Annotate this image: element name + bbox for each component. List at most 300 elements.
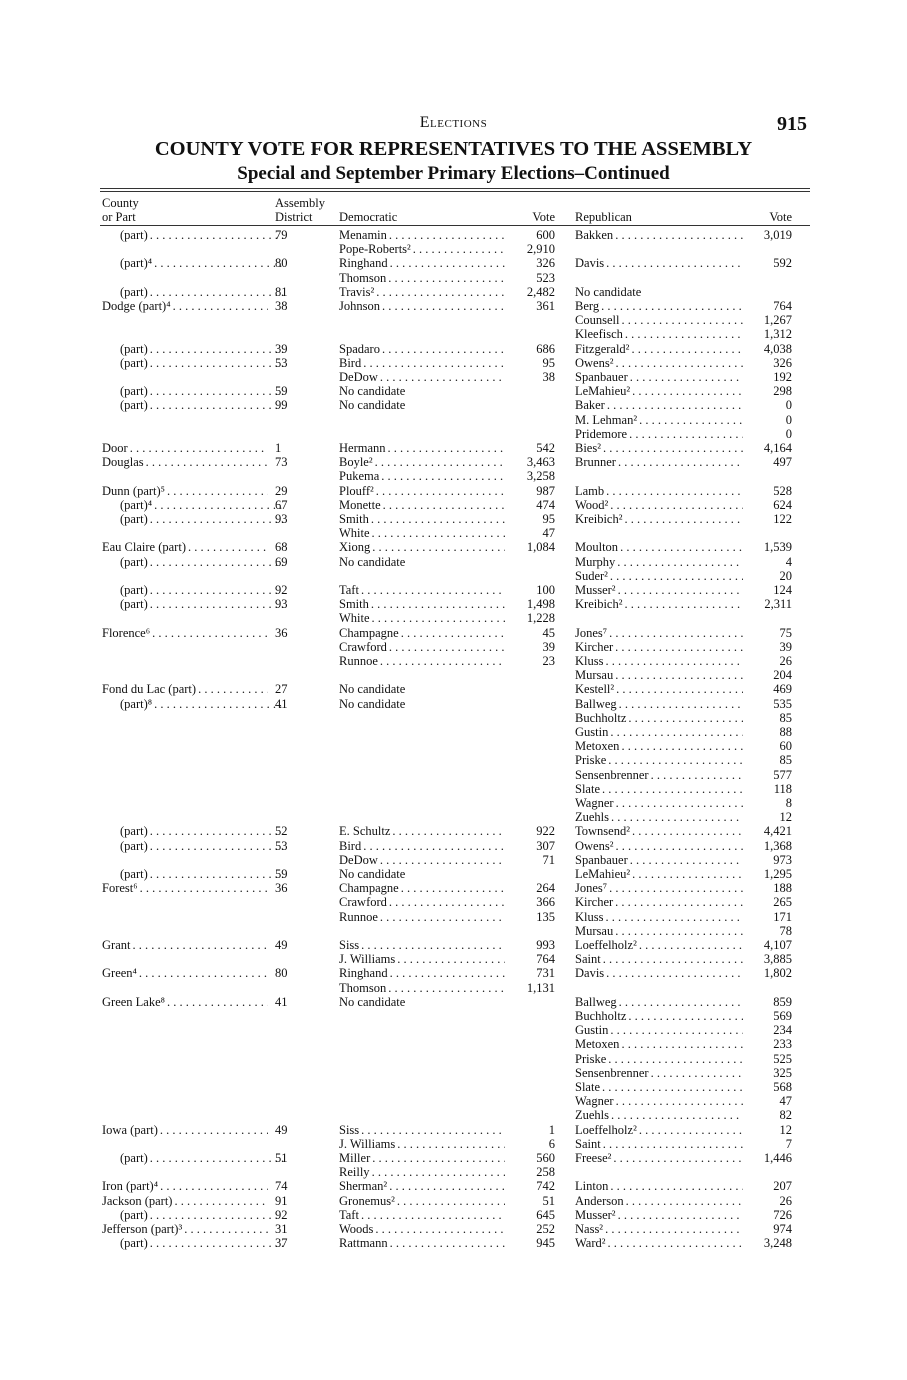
republican-candidate <box>575 768 743 782</box>
democratic-vote: 71 <box>542 852 555 867</box>
democratic-candidate <box>339 583 505 597</box>
county-cell <box>102 881 268 895</box>
democratic-vote: 1 <box>548 1122 555 1137</box>
cell-text: Priske <box>575 1051 607 1066</box>
county-cell <box>102 384 286 398</box>
cell-text: Iron (part)⁴ <box>102 1179 159 1194</box>
table-row <box>0 1179 907 1193</box>
dot-leader <box>154 498 286 512</box>
dot-leader <box>376 484 505 498</box>
cell-text: Gronemus² <box>339 1193 395 1208</box>
table-row <box>0 228 907 242</box>
table-row <box>0 1094 907 1108</box>
cell-text: Jones⁷ <box>575 881 608 896</box>
dot-leader <box>606 256 743 270</box>
cell-text: Buchholtz <box>575 710 627 725</box>
cell-text: Kircher <box>575 895 614 910</box>
cell-text: (part) <box>120 838 148 853</box>
cell-text: Johnson <box>339 299 380 313</box>
table-row <box>0 498 907 512</box>
democratic-vote: 264 <box>536 881 555 896</box>
democratic-candidate: No candidate <box>339 554 406 569</box>
democratic-candidate <box>339 228 505 242</box>
table-row <box>0 640 907 654</box>
county-cell <box>102 512 286 526</box>
republican-vote: 326 <box>773 355 792 370</box>
county-cell <box>102 824 286 838</box>
republican-vote: 497 <box>773 455 792 470</box>
dot-leader <box>618 583 743 597</box>
republican-candidate <box>575 597 743 611</box>
cell-text: Spanbauer <box>575 370 628 384</box>
district-cell: 31 <box>275 1222 288 1236</box>
democratic-candidate <box>339 484 505 498</box>
dot-leader <box>140 881 268 895</box>
rep-vote-header: Vote <box>769 210 792 224</box>
democratic-vote: 993 <box>536 938 555 952</box>
district-cell: 69 <box>275 554 288 569</box>
republican-vote: 192 <box>773 370 792 384</box>
democratic-candidate <box>339 526 505 540</box>
cell-text: Baker <box>575 398 605 413</box>
table-row <box>0 526 907 540</box>
cell-text: White <box>339 611 370 626</box>
cell-text: Townsend² <box>575 824 630 839</box>
dot-leader <box>132 938 268 952</box>
democratic-candidate <box>339 1151 505 1165</box>
dot-leader <box>150 228 286 242</box>
republican-vote: 726 <box>773 1207 792 1222</box>
county-cell <box>102 1179 268 1193</box>
republican-vote: 577 <box>773 767 792 782</box>
cell-text: Ringhand <box>339 256 388 271</box>
table-row <box>0 1222 907 1236</box>
cell-text: Hermann <box>339 441 386 455</box>
dot-leader <box>632 384 743 398</box>
cell-text: (part)⁴ <box>120 256 153 271</box>
republican-candidate <box>575 484 743 498</box>
dot-leader <box>620 540 743 554</box>
democratic-candidate <box>339 1137 505 1151</box>
dot-leader <box>389 895 505 909</box>
cell-text: Bakken <box>575 228 614 242</box>
cell-text: Moulton <box>575 540 619 555</box>
cell-text: Champagne <box>339 625 399 640</box>
county-cell <box>102 1123 268 1137</box>
dot-leader <box>639 413 743 427</box>
cell-text: Taft <box>339 1207 359 1222</box>
table-row <box>0 342 907 356</box>
table-row <box>0 910 907 924</box>
republican-vote: 85 <box>779 710 792 725</box>
republican-vote: 4,107 <box>763 938 792 952</box>
democratic-vote: 560 <box>536 1151 555 1165</box>
table-row <box>0 1194 907 1208</box>
dot-leader <box>619 697 743 711</box>
democratic-candidate <box>339 824 505 838</box>
cell-text: Loeffelholz² <box>575 1122 637 1137</box>
dot-leader <box>609 626 743 640</box>
republican-vote: 26 <box>779 654 792 668</box>
republican-candidate <box>575 1009 743 1023</box>
democratic-vote: 95 <box>542 512 555 526</box>
republican-vote: 122 <box>773 512 792 526</box>
dot-leader <box>616 796 743 810</box>
cell-text: Mursau <box>575 668 614 683</box>
republican-candidate <box>575 427 743 441</box>
header-rule <box>100 225 810 226</box>
cell-text: Eau Claire (part) <box>102 540 186 555</box>
republican-candidate <box>575 583 743 597</box>
table-row <box>0 753 907 767</box>
dot-leader <box>150 597 286 611</box>
republican-candidate <box>575 540 743 554</box>
county-cell <box>102 839 286 853</box>
republican-vote: 8 <box>785 796 792 810</box>
district-cell: 51 <box>275 1151 288 1165</box>
table-row <box>0 313 907 327</box>
cell-text: Owens² <box>575 355 614 370</box>
dot-leader <box>388 981 505 995</box>
cell-text: Grant <box>102 938 131 952</box>
cell-text: Bird <box>339 355 362 370</box>
dot-leader <box>608 1052 743 1066</box>
democratic-candidate <box>339 1222 505 1236</box>
county-cell <box>102 597 286 611</box>
republican-candidate <box>575 384 743 398</box>
dot-leader <box>380 910 505 924</box>
cell-text: Green⁴ <box>102 966 137 981</box>
democratic-candidate <box>339 1208 505 1222</box>
republican-vote: 39 <box>779 639 792 654</box>
cell-text: Ringhand <box>339 966 388 981</box>
dot-leader <box>381 469 505 483</box>
cell-text: Spanbauer <box>575 852 628 867</box>
republican-vote: 1,368 <box>763 838 792 853</box>
district-cell: 41 <box>275 994 288 1009</box>
republican-candidate <box>575 1023 743 1037</box>
dot-leader <box>150 512 286 526</box>
dot-leader <box>130 441 268 455</box>
dot-leader <box>372 1151 505 1165</box>
republican-vote: 1,312 <box>763 327 792 342</box>
cell-text: Taft <box>339 583 359 597</box>
republican-vote: 4,164 <box>763 441 792 455</box>
table-row <box>0 952 907 966</box>
cell-text: Kreibich² <box>575 597 623 612</box>
dot-leader <box>160 1179 268 1193</box>
democratic-candidate <box>339 455 505 469</box>
top-rule-2 <box>100 191 810 192</box>
republican-candidate <box>575 1094 743 1108</box>
table-row <box>0 1080 907 1094</box>
republican-candidate <box>575 626 743 640</box>
district-cell: 74 <box>275 1179 288 1194</box>
dot-leader <box>401 626 505 640</box>
democratic-candidate <box>339 242 505 256</box>
dot-leader <box>626 1194 743 1208</box>
dot-leader <box>616 682 743 696</box>
cell-text: Freese² <box>575 1151 612 1165</box>
cell-text: (part) <box>120 824 148 839</box>
republican-candidate <box>575 370 743 384</box>
dot-leader <box>603 952 743 966</box>
cell-text: (part) <box>120 867 148 881</box>
page-number: 915 <box>777 113 807 135</box>
table-row <box>0 356 907 370</box>
county-cell <box>102 995 268 1009</box>
dot-leader <box>615 356 743 370</box>
dot-leader <box>150 285 286 299</box>
republican-vote: 7 <box>785 1136 792 1151</box>
cell-text: (part)⁸ <box>120 696 153 711</box>
district-cell: 81 <box>275 284 288 299</box>
table-row <box>0 540 907 554</box>
dot-leader <box>375 455 505 469</box>
republican-vote: 26 <box>779 1193 792 1208</box>
table-row <box>0 1137 907 1151</box>
democratic-vote: 764 <box>536 952 555 967</box>
democratic-vote: 600 <box>536 228 555 242</box>
county-cell <box>102 966 268 980</box>
district-cell: 49 <box>275 938 288 952</box>
cell-text: Metoxen <box>575 1037 620 1052</box>
table-row <box>0 427 907 441</box>
cell-text: Runnoe <box>339 909 378 924</box>
republican-candidate <box>575 668 743 682</box>
dot-leader <box>154 256 286 270</box>
cell-text: Loeffelholz² <box>575 938 637 952</box>
cell-text: (part) <box>120 554 148 569</box>
democratic-vote: 6 <box>548 1136 555 1151</box>
cell-text: Saint <box>575 1136 601 1151</box>
table-row <box>0 469 907 483</box>
cell-text: J. Williams <box>339 952 396 967</box>
democratic-candidate <box>339 938 505 952</box>
table-row <box>0 484 907 498</box>
republican-candidate <box>575 924 743 938</box>
republican-candidate <box>575 327 743 341</box>
republican-candidate <box>575 938 743 952</box>
democratic-candidate <box>339 370 505 384</box>
republican-candidate <box>575 1123 743 1137</box>
republican-vote: 118 <box>773 781 792 796</box>
republican-candidate <box>575 782 743 796</box>
democratic-candidate <box>339 441 505 455</box>
dot-leader <box>608 1236 743 1250</box>
county-cell <box>102 555 286 569</box>
dot-leader <box>383 498 505 512</box>
cell-text: Spadaro <box>339 341 380 356</box>
county-header-1: County <box>102 196 139 210</box>
republican-candidate <box>575 697 743 711</box>
democratic-candidate: No candidate <box>339 384 406 399</box>
republican-vote: 234 <box>773 1023 792 1038</box>
cell-text: (part) <box>120 355 148 370</box>
republican-vote: 2,311 <box>764 597 792 612</box>
table-row <box>0 611 907 625</box>
cell-text: Bird <box>339 838 362 853</box>
republican-vote: 124 <box>773 583 792 597</box>
republican-header: Republican <box>575 210 632 224</box>
cell-text: Reilly <box>339 1165 370 1180</box>
district-cell: 53 <box>275 355 288 370</box>
dot-leader <box>616 1094 743 1108</box>
cell-text: Menamin <box>339 228 387 242</box>
republican-candidate <box>575 839 743 853</box>
cell-text: Dodge (part)⁴ <box>102 299 171 313</box>
cell-text: Davis <box>575 966 605 981</box>
dot-leader <box>601 299 743 313</box>
county-cell <box>102 583 286 597</box>
dot-leader <box>624 597 743 611</box>
dot-leader <box>184 1222 268 1236</box>
cell-text: Rattmann <box>339 1236 388 1251</box>
dot-leader <box>625 327 743 341</box>
table-row <box>0 1108 907 1122</box>
dot-leader <box>371 597 505 611</box>
cell-text: Jackson (part) <box>102 1193 173 1208</box>
table-row <box>0 1123 907 1137</box>
table-row <box>0 370 907 384</box>
cell-text: J. Williams <box>339 1136 396 1151</box>
running-header <box>0 56 907 135</box>
democratic-candidate <box>339 910 505 924</box>
democratic-candidate <box>339 512 505 526</box>
table-row <box>0 583 907 597</box>
republican-candidate <box>575 995 743 1009</box>
republican-candidate <box>575 398 743 412</box>
dot-leader <box>611 810 743 824</box>
republican-vote: 1,267 <box>763 313 792 328</box>
table-row <box>0 938 907 952</box>
democratic-candidate <box>339 469 505 483</box>
dot-leader <box>150 384 286 398</box>
table-row <box>0 1208 907 1222</box>
dot-leader <box>608 753 743 767</box>
table-row <box>0 327 907 341</box>
cell-text: Kleefisch <box>575 327 623 342</box>
republican-candidate <box>575 895 743 909</box>
dot-leader <box>375 1222 505 1236</box>
republican-candidate <box>575 1066 743 1080</box>
cell-text: Brunner <box>575 455 616 470</box>
dot-leader <box>167 484 268 498</box>
county-cell <box>102 1236 286 1250</box>
republican-vote: 12 <box>779 1122 792 1137</box>
cell-text: Davis <box>575 256 605 271</box>
cell-text: (part) <box>120 398 148 413</box>
republican-vote: 20 <box>779 568 792 583</box>
republican-candidate <box>575 356 743 370</box>
republican-vote: 171 <box>773 909 792 924</box>
cell-text: Smith <box>339 597 369 612</box>
dot-leader <box>611 1108 743 1122</box>
table-row <box>0 824 907 838</box>
democratic-vote: 1,228 <box>526 611 555 626</box>
district-cell: 53 <box>275 838 288 853</box>
dot-leader <box>624 512 743 526</box>
dot-leader <box>639 938 743 952</box>
cell-text: Metoxen <box>575 739 620 754</box>
district-cell: 91 <box>275 1193 288 1208</box>
republican-candidate <box>575 711 743 725</box>
dot-leader <box>615 668 743 682</box>
dot-leader <box>380 370 505 384</box>
republican-candidate <box>575 1151 743 1165</box>
cell-text: DeDow <box>339 852 378 867</box>
cell-text: Musser² <box>575 1207 616 1222</box>
cell-text: Siss <box>339 938 360 952</box>
cell-text: Wood² <box>575 497 609 512</box>
dot-leader <box>380 654 505 668</box>
section-title: Elections <box>419 114 488 131</box>
dot-leader <box>602 1080 743 1094</box>
cell-text: LeMahieu² <box>575 867 631 881</box>
district-cell: 68 <box>275 540 288 555</box>
democratic-candidate <box>339 342 505 356</box>
district-cell: 41 <box>275 696 288 711</box>
republican-vote: 188 <box>773 881 792 896</box>
republican-vote: 12 <box>779 810 792 825</box>
democratic-vote: 2,910 <box>526 242 555 257</box>
democratic-candidate: No candidate <box>339 398 406 413</box>
democratic-vote: 135 <box>536 909 555 924</box>
dot-leader <box>361 938 505 952</box>
democratic-candidate <box>339 597 505 611</box>
table-row <box>0 881 907 895</box>
cell-text: (part) <box>120 583 148 597</box>
dot-leader <box>167 995 268 1009</box>
republican-vote: 592 <box>773 256 792 271</box>
cell-text: E. Schultz <box>339 824 391 839</box>
dot-leader <box>390 1236 505 1250</box>
table-row <box>0 242 907 256</box>
dot-leader <box>397 952 505 966</box>
county-cell <box>102 256 286 270</box>
table-row <box>0 768 907 782</box>
democratic-vote: 474 <box>536 497 555 512</box>
republican-vote: 85 <box>779 753 792 768</box>
democratic-vote: 542 <box>536 441 555 455</box>
republican-vote: 4,038 <box>763 341 792 356</box>
dot-leader <box>632 824 743 838</box>
county-cell <box>102 455 268 469</box>
democratic-candidate <box>339 981 505 995</box>
democratic-vote: 252 <box>536 1222 555 1236</box>
republican-vote: 88 <box>779 725 792 739</box>
cell-text: Kluss <box>575 654 604 668</box>
republican-vote: 0 <box>785 426 792 441</box>
cell-text: Pridemore <box>575 426 628 441</box>
cell-text: (part)⁴ <box>120 497 153 512</box>
dot-leader <box>621 739 743 753</box>
dot-leader <box>639 1123 743 1137</box>
democratic-candidate <box>339 1179 505 1193</box>
republican-candidate <box>575 810 743 824</box>
cell-text: Plouff² <box>339 483 374 498</box>
table-row <box>0 966 907 980</box>
republican-vote: 4 <box>785 554 792 569</box>
dot-leader <box>615 228 743 242</box>
democratic-vote: 1,131 <box>526 980 555 995</box>
democratic-candidate: No candidate <box>339 867 406 881</box>
cell-text: Murphy <box>575 554 616 569</box>
dot-leader <box>389 640 505 654</box>
dot-leader <box>628 1009 743 1023</box>
dot-leader <box>413 242 505 256</box>
cell-text: Zuehls <box>575 810 610 825</box>
